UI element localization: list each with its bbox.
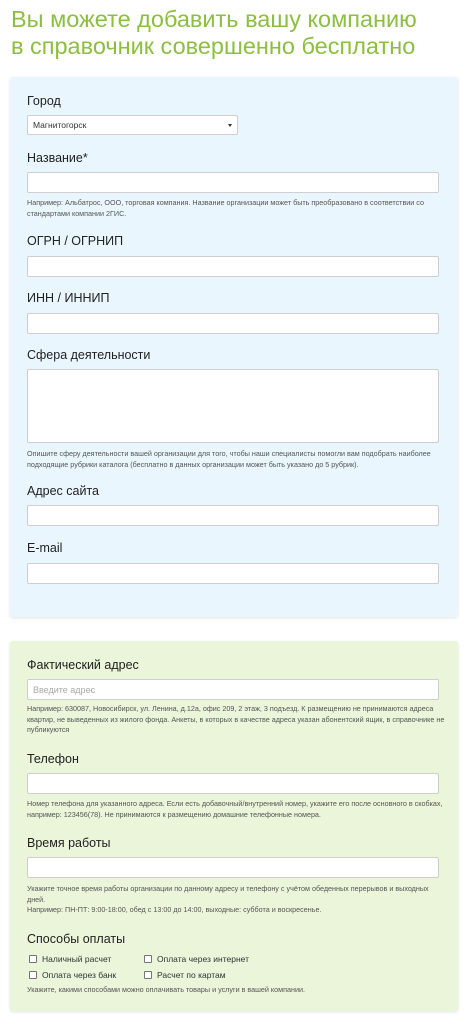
hours-label: Время работы	[27, 836, 111, 850]
checkbox-box[interactable]	[29, 955, 37, 963]
inn-label: ИНН / ИННИП	[27, 291, 110, 305]
website-input[interactable]	[27, 505, 439, 526]
phone-help-text: Номер телефона для указанного адреса. Если есть добавочный/внутренний номер, укажите его после основного в скобках, например: 123456(78). Не принимаются к размещению домашние телефонные номера.	[27, 799, 443, 819]
hours-help-text	[27, 884, 445, 916]
address-label: Фактический адрес	[27, 658, 139, 672]
email-label: E-mail	[27, 541, 63, 555]
payment-cash-label: Наличный расчет	[42, 954, 112, 964]
name-input[interactable]	[27, 172, 439, 193]
payment-internet-label: Оплата через интернет	[157, 954, 250, 964]
chevron-down-icon	[228, 124, 232, 127]
inn-input[interactable]	[27, 313, 439, 334]
city-label: Город	[27, 94, 61, 108]
website-label: Адрес сайта	[27, 484, 99, 498]
address-input[interactable]	[27, 679, 439, 700]
phone-label: Телефон	[27, 752, 79, 766]
hours-help-line-1: Укажите точное время работы организации по данному адресу и телефону с учётом обеденных перерывов и выходных дней.	[27, 884, 429, 904]
name-help-text: Например: Альбатрос, ООО, торговая компания. Название организации может быть преобразовано в соответствии со стандартами компании 2ГИС.	[27, 198, 424, 218]
hours-help-line-2: Например: ПН-ПТ: 9:00-18:00, обед с 13:00 до 14:00, выходные: суббота и воскресенье.	[27, 905, 322, 914]
page-title-line-2: в справочник совершенно бесплатно	[11, 33, 416, 59]
checkbox-box[interactable]	[144, 955, 152, 963]
ogrn-input[interactable]	[27, 256, 439, 277]
email-input[interactable]	[27, 563, 439, 584]
address-help-text: Например: 630087, Новосибирск, ул. Ленина, д.12а, офис 209, 2 этаж, 3 подъезд. К размещению не принимаются адреса квартир, не выведенных из жилого фонда. Анкеты, в которых в качестве адреса указан абонентский ящик, в справочнике не публикуются	[27, 704, 445, 734]
hours-input[interactable]	[27, 857, 439, 878]
ogrn-label: ОГРН / ОГРНИП	[27, 234, 124, 248]
city-select[interactable]	[27, 115, 238, 135]
activity-label: Сфера деятельности	[27, 348, 151, 362]
checkbox-box[interactable]	[29, 971, 37, 979]
payment-help-text: Укажите, какими способами можно оплачивать товары и услуги в вашей компании.	[27, 985, 305, 994]
payment-label: Способы оплаты	[27, 932, 126, 946]
phone-input[interactable]	[27, 773, 439, 794]
payment-cards-checkbox[interactable]	[144, 970, 226, 980]
city-select-value: Магнитогорск	[33, 120, 87, 130]
page-title	[11, 6, 461, 60]
payment-bank-checkbox[interactable]	[29, 970, 116, 980]
activity-help-text: Опишите сферу деятельности вашей организации для того, чтобы наши специалисты помогли вам подобрать наиболее подходящие рубрики каталога (бесплатно в данных организации может быть указано до 5 рубрик).	[27, 449, 431, 469]
payment-cards-label: Расчет по картам	[157, 970, 226, 980]
payment-bank-label: Оплата через банк	[42, 970, 117, 980]
page-title-line-1: Вы можете добавить вашу компанию	[11, 6, 417, 32]
checkbox-box[interactable]	[144, 971, 152, 979]
name-label: Название*	[27, 151, 88, 165]
activity-textarea[interactable]	[27, 369, 439, 443]
branch-info-panel	[10, 641, 458, 1011]
payment-cash-checkbox[interactable]	[29, 954, 111, 964]
payment-internet-checkbox[interactable]	[144, 954, 249, 964]
company-info-panel	[10, 77, 458, 617]
